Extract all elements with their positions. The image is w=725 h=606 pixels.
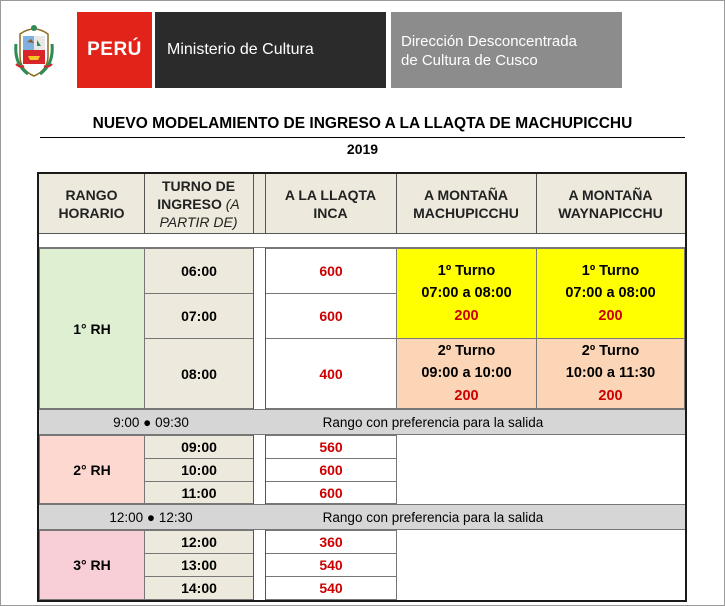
col-line [253,174,254,233]
header-llaqta [265,174,396,233]
rh3-count-3: 540 [265,576,397,600]
machu-t1-time: 07:00 a 08:00 [421,285,512,301]
header-rango-l1: RANGO [65,186,118,203]
break-row-2 [39,504,685,530]
wayna-t2-count: 200 [598,388,623,404]
rh2-count-2: 600 [265,458,397,482]
col-line [144,174,145,233]
col-line [253,248,254,409]
rh2-time-3: 11:00 [144,481,254,504]
coat-of-arms-icon [14,20,54,80]
break1-text: Rango con preferencia para la salida [322,415,544,430]
col-line [265,174,266,233]
break2-text: Rango con preferencia para la salida [322,510,544,525]
machu-t1-count: 200 [454,308,479,324]
wayna-t1-time: 07:00 a 08:00 [565,285,656,301]
rh3-time-3: 14:00 [144,576,254,600]
header-machu-l2: MACHUPICCHU [413,204,519,221]
document-title: NUEVO MODELAMIENTO DE INGRESO A LA LLAQTA DE MACHUPICCHU [92,115,633,132]
rh1-time-1: 06:00 [144,248,254,294]
header-waynapicchu [536,174,685,233]
header-turno-l1: TURNO DE [161,177,236,194]
rh2-time-2: 10:00 [144,458,254,482]
document-year: 2019 [346,141,379,157]
wayna-t2-time: 10:00 a 11:30 [565,365,656,381]
col-line [396,174,397,233]
wayna-t1-title: 1º Turno [581,263,640,279]
rh1-count-1: 600 [265,248,397,294]
wayna-turno-1 [536,248,685,339]
header-turno-l3: PARTIR DE) [159,213,238,230]
header-turno [144,174,253,233]
rh1-time-3: 08:00 [144,338,254,409]
machu-t2-time: 09:00 a 10:00 [421,365,512,381]
machu-t2-count: 200 [454,388,479,404]
col-line [253,530,254,600]
header-turno-l2a: INGRESO [157,195,226,212]
header-rango [39,174,144,233]
rh3-count-2: 540 [265,553,397,577]
header-machu-l1: A MONTAÑA [424,186,508,203]
peru-logo: PERÚ [77,12,152,88]
col-line [265,435,266,504]
machu-t2-title: 2º Turno [437,343,496,359]
direction-line-2: de Cultura de Cusco [401,52,538,69]
col-line [265,530,266,600]
col-line [253,435,254,504]
ministry-label: Ministerio de Cultura [155,12,386,88]
header-divider [39,233,685,234]
title-underline [40,137,685,138]
header-turno-l2b: (A [225,195,240,212]
rh3-time-2: 13:00 [144,553,254,577]
rh1-count-2: 600 [265,293,397,339]
machu-turno-2 [396,338,537,409]
header-llaqta-l2: INCA [313,204,348,221]
col-line [536,174,537,233]
col-line [265,248,266,409]
direction-label [391,12,622,88]
rh1-label: 1° RH [39,248,145,409]
rh1-count-3: 400 [265,338,397,409]
break-row-1 [39,409,685,435]
direction-line-1: Dirección Desconcentrada [401,33,577,50]
wayna-t1-count: 200 [598,308,623,324]
header-rango-l2: HORARIO [58,204,125,221]
rh2-time-1: 09:00 [144,435,254,459]
rh3-count-1: 360 [265,530,397,554]
wayna-t2-title: 2º Turno [581,343,640,359]
header-machupicchu [396,174,536,233]
rh1-time-2: 07:00 [144,293,254,339]
rh2-count-1: 560 [265,435,397,459]
header-llaqta-l1: A LA LLAQTA [284,186,377,203]
wayna-turno-2 [536,338,685,409]
machu-t1-title: 1º Turno [437,263,496,279]
header-wayna-l1: A MONTAÑA [568,186,653,203]
break1-range: 9:00 ● 09:30 [113,415,189,430]
rh2-label: 2° RH [39,435,145,504]
rh3-label: 3° RH [39,530,145,600]
header-wayna-l2: WAYNAPICCHU [558,204,663,221]
rh2-count-3: 600 [265,481,397,504]
machu-turno-1 [396,248,537,339]
break2-range: 12:00 ● 12:30 [109,510,193,525]
rh3-time-1: 12:00 [144,530,254,554]
